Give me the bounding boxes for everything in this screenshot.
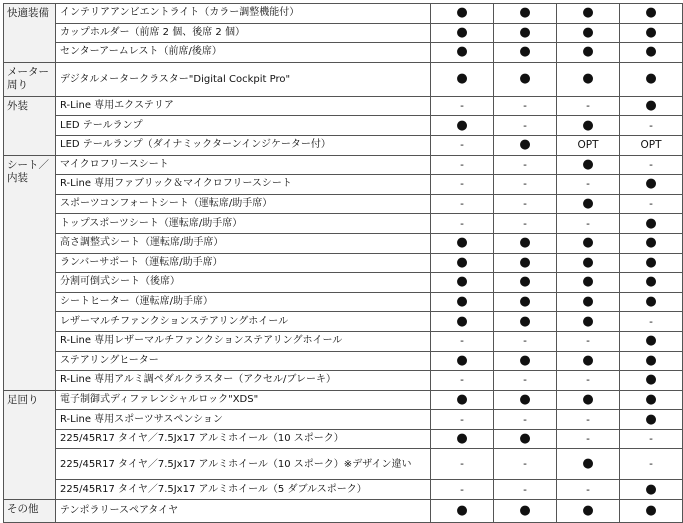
spec-row	[4, 312, 683, 332]
feature-name-cell: 高さ調整式シート（運転席/助手席）	[56, 233, 431, 253]
availability-mark-cell: -	[557, 480, 620, 500]
feature-name-cell: 225/45R17 タイヤ／7.5Jx17 アルミホイール（10 スポーク）※デザイン違い	[56, 449, 431, 480]
availability-mark-cell: ●	[494, 312, 557, 332]
feature-name-cell: インテリアアンビエントライト（カラー調整機能付）	[56, 4, 431, 24]
spec-row	[4, 253, 683, 273]
availability-mark-cell: -	[620, 429, 683, 449]
availability-mark-cell: -	[557, 175, 620, 195]
spec-row	[4, 194, 683, 214]
spec-row	[4, 43, 683, 63]
availability-mark-cell: ●	[620, 410, 683, 430]
category-cell: その他	[4, 500, 56, 523]
spec-row	[4, 292, 683, 312]
availability-mark-cell: -	[431, 480, 494, 500]
category-cell: メーター周り	[4, 62, 56, 96]
availability-mark-cell: ●	[620, 214, 683, 234]
spec-row	[4, 96, 683, 116]
availability-mark-cell: -	[557, 96, 620, 116]
availability-mark-cell: -	[431, 155, 494, 175]
availability-mark-cell: ●	[557, 155, 620, 175]
availability-mark-cell: ●	[494, 43, 557, 63]
availability-mark-cell: ●	[494, 390, 557, 410]
availability-mark-cell: ●	[557, 4, 620, 24]
spec-row	[4, 390, 683, 410]
availability-mark-cell: ●	[494, 23, 557, 43]
feature-name-cell: レザーマルチファンクションステアリングホイール	[56, 312, 431, 332]
spec-row	[4, 62, 683, 96]
equipment-spec-table	[3, 3, 683, 523]
availability-mark-cell: ●	[620, 331, 683, 351]
spec-row	[4, 135, 683, 155]
availability-mark-cell: ●	[557, 449, 620, 480]
availability-mark-cell: -	[557, 331, 620, 351]
availability-mark-cell: ●	[620, 175, 683, 195]
availability-mark-cell: ●	[620, 351, 683, 371]
availability-mark-cell: -	[557, 429, 620, 449]
availability-mark-cell: -	[620, 312, 683, 332]
availability-mark-cell: -	[557, 410, 620, 430]
availability-mark-cell: ●	[620, 233, 683, 253]
category-cell: 快適装備	[4, 4, 56, 63]
spec-row	[4, 500, 683, 523]
availability-mark-cell: ●	[557, 23, 620, 43]
availability-mark-cell: -	[620, 194, 683, 214]
availability-mark-cell: ●	[557, 500, 620, 523]
availability-mark-cell: ●	[494, 135, 557, 155]
feature-name-cell: 分割可倒式シート（後席）	[56, 273, 431, 293]
feature-name-cell: R-Line 専用アルミ調ペダルクラスター（アクセル/ブレーキ）	[56, 371, 431, 391]
availability-mark-cell: ●	[557, 292, 620, 312]
feature-name-cell: トップスポーツシート（運転席/助手席）	[56, 214, 431, 234]
feature-name-cell: 225/45R17 タイヤ／7.5Jx17 アルミホイール（10 スポーク）	[56, 429, 431, 449]
availability-mark-cell: -	[431, 175, 494, 195]
availability-mark-cell: -	[431, 331, 494, 351]
availability-mark-cell: ●	[620, 43, 683, 63]
feature-name-cell: シートヒーター（運転席/助手席）	[56, 292, 431, 312]
feature-name-cell: センターアームレスト（前席/後席）	[56, 43, 431, 63]
availability-mark-cell: ●	[431, 312, 494, 332]
availability-mark-cell: OPT	[620, 135, 683, 155]
spec-row	[4, 4, 683, 24]
availability-mark-cell: -	[431, 449, 494, 480]
availability-mark-cell: ●	[494, 292, 557, 312]
availability-mark-cell: ●	[431, 62, 494, 96]
availability-mark-cell: -	[431, 410, 494, 430]
availability-mark-cell: ●	[620, 371, 683, 391]
availability-mark-cell: ●	[494, 62, 557, 96]
availability-mark-cell: -	[494, 96, 557, 116]
availability-mark-cell: ●	[494, 4, 557, 24]
availability-mark-cell: ●	[620, 96, 683, 116]
availability-mark-cell: -	[494, 331, 557, 351]
availability-mark-cell: ●	[620, 4, 683, 24]
feature-name-cell: R-Line 専用ファブリック＆マイクロフリースシート	[56, 175, 431, 195]
feature-name-cell: テンポラリースペアタイヤ	[56, 500, 431, 523]
feature-name-cell: R-Line 専用レザーマルチファンクションステアリングホイール	[56, 331, 431, 351]
feature-name-cell: LED テールランプ（ダイナミックターンインジケーター付）	[56, 135, 431, 155]
availability-mark-cell: ●	[557, 194, 620, 214]
availability-mark-cell: ●	[557, 273, 620, 293]
availability-mark-cell: -	[431, 96, 494, 116]
spec-row	[4, 273, 683, 293]
availability-mark-cell: -	[494, 410, 557, 430]
spec-row	[4, 331, 683, 351]
availability-mark-cell: ●	[620, 253, 683, 273]
availability-mark-cell: ●	[431, 116, 494, 136]
feature-name-cell: デジタルメータークラスター"Digital Cockpit Pro"	[56, 62, 431, 96]
availability-mark-cell: -	[557, 371, 620, 391]
availability-mark-cell: ●	[557, 253, 620, 273]
availability-mark-cell: ●	[431, 273, 494, 293]
feature-name-cell: R-Line 専用スポーツサスペンション	[56, 410, 431, 430]
category-cell: シート／内装	[4, 155, 56, 390]
availability-mark-cell: -	[620, 116, 683, 136]
spec-row	[4, 429, 683, 449]
availability-mark-cell: ●	[557, 116, 620, 136]
feature-name-cell: スポーツコンフォートシート（運転席/助手席）	[56, 194, 431, 214]
availability-mark-cell: ●	[557, 390, 620, 410]
availability-mark-cell: ●	[494, 253, 557, 273]
availability-mark-cell: ●	[431, 292, 494, 312]
availability-mark-cell: ●	[431, 351, 494, 371]
feature-name-cell: マイクロフリースシート	[56, 155, 431, 175]
availability-mark-cell: ●	[620, 390, 683, 410]
availability-mark-cell: ●	[557, 233, 620, 253]
availability-mark-cell: -	[494, 449, 557, 480]
availability-mark-cell: -	[494, 480, 557, 500]
availability-mark-cell: ●	[431, 233, 494, 253]
spec-row	[4, 23, 683, 43]
spec-row	[4, 371, 683, 391]
availability-mark-cell: -	[494, 214, 557, 234]
availability-mark-cell: ●	[431, 253, 494, 273]
spec-row	[4, 155, 683, 175]
feature-name-cell: LED テールランプ	[56, 116, 431, 136]
availability-mark-cell: ●	[620, 62, 683, 96]
availability-mark-cell: ●	[431, 429, 494, 449]
spec-row	[4, 233, 683, 253]
availability-mark-cell: -	[494, 155, 557, 175]
spec-row	[4, 410, 683, 430]
feature-name-cell: R-Line 専用エクステリア	[56, 96, 431, 116]
availability-mark-cell: ●	[494, 273, 557, 293]
availability-mark-cell: -	[620, 449, 683, 480]
availability-mark-cell: -	[431, 371, 494, 391]
availability-mark-cell: -	[431, 135, 494, 155]
availability-mark-cell: ●	[620, 500, 683, 523]
availability-mark-cell: ●	[431, 43, 494, 63]
feature-name-cell: 電子制御式ディファレンシャルロック"XDS"	[56, 390, 431, 410]
category-cell: 外装	[4, 96, 56, 155]
spec-row	[4, 214, 683, 234]
availability-mark-cell: ●	[494, 233, 557, 253]
availability-mark-cell: ●	[557, 43, 620, 63]
availability-mark-cell: -	[494, 194, 557, 214]
spec-row	[4, 480, 683, 500]
availability-mark-cell: ●	[620, 23, 683, 43]
spec-row	[4, 175, 683, 195]
availability-mark-cell: ●	[620, 480, 683, 500]
availability-mark-cell: ●	[620, 292, 683, 312]
spec-row	[4, 449, 683, 480]
availability-mark-cell: OPT	[557, 135, 620, 155]
availability-mark-cell: -	[494, 371, 557, 391]
feature-name-cell: ステアリングヒーター	[56, 351, 431, 371]
availability-mark-cell: ●	[557, 62, 620, 96]
availability-mark-cell: ●	[494, 429, 557, 449]
availability-mark-cell: ●	[620, 273, 683, 293]
availability-mark-cell: ●	[557, 351, 620, 371]
availability-mark-cell: -	[620, 155, 683, 175]
availability-mark-cell: ●	[494, 351, 557, 371]
availability-mark-cell: -	[494, 116, 557, 136]
feature-name-cell: カップホルダー（前席 2 個、後席 2 個）	[56, 23, 431, 43]
availability-mark-cell: -	[431, 214, 494, 234]
availability-mark-cell: ●	[431, 23, 494, 43]
feature-name-cell: 225/45R17 タイヤ／7.5Jx17 アルミホイール（5 ダブルスポーク）	[56, 480, 431, 500]
feature-name-cell: ランバーサポート（運転席/助手席）	[56, 253, 431, 273]
availability-mark-cell: ●	[494, 500, 557, 523]
spec-row	[4, 351, 683, 371]
availability-mark-cell: -	[431, 194, 494, 214]
availability-mark-cell: -	[557, 214, 620, 234]
spec-row	[4, 116, 683, 136]
availability-mark-cell: ●	[557, 312, 620, 332]
spec-table-body	[4, 4, 683, 523]
category-cell: 足回り	[4, 390, 56, 499]
availability-mark-cell: ●	[431, 4, 494, 24]
availability-mark-cell: -	[494, 175, 557, 195]
availability-mark-cell: ●	[431, 390, 494, 410]
availability-mark-cell: ●	[431, 500, 494, 523]
